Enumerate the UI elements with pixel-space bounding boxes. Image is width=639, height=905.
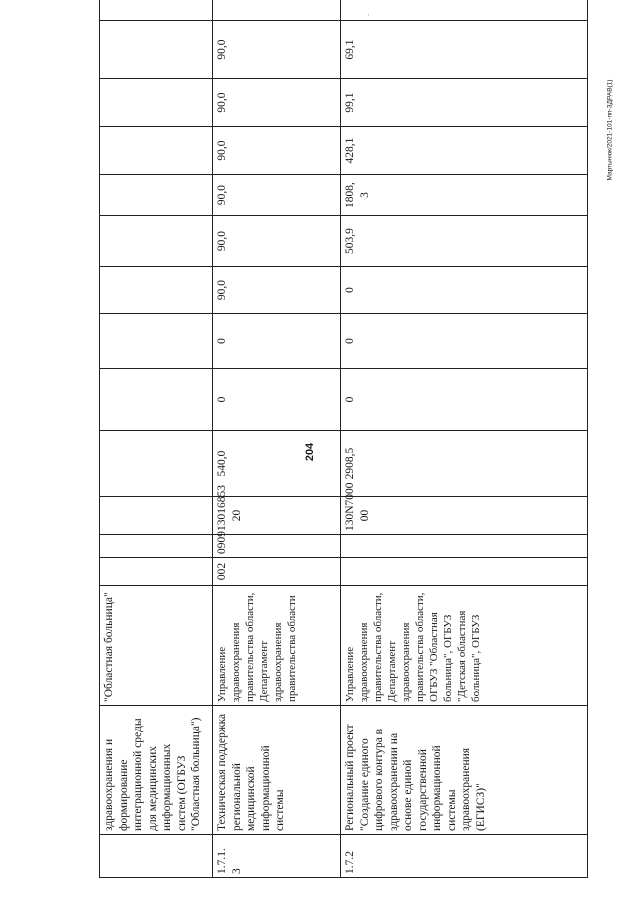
cell-empty	[341, 0, 588, 21]
cell-executor: Управление здравоохранения правительства области, Департамент здравоохранения правительства области	[213, 586, 341, 706]
cell-total: 540,0	[213, 431, 341, 497]
cell-2019: 0	[341, 369, 588, 431]
cell-executor: "Областная больница"	[100, 586, 213, 706]
cell-2025	[100, 79, 213, 127]
cell-2020	[100, 314, 213, 369]
cell-2022	[100, 216, 213, 267]
cell-2021: 0	[341, 267, 588, 314]
cell-rzpr: 0909	[213, 535, 341, 558]
scan-mark: '	[368, 14, 370, 21]
page-number: 204	[304, 442, 316, 462]
cell-2024: 90,0	[213, 127, 341, 175]
cell-2026: 90,0	[213, 21, 341, 79]
document-code: Мартынюк/2021-101-пп-ЗДРАВ(1)	[606, 79, 614, 181]
cell-total: 2908,5	[341, 431, 588, 497]
cell-2026: 69,1	[341, 21, 588, 79]
cell-grbs	[100, 558, 213, 586]
cell-2022: 90,0	[213, 216, 341, 267]
cell-empty	[100, 0, 213, 21]
cell-2026	[100, 21, 213, 79]
cell-num: 1.7.2	[341, 835, 588, 878]
cell-2024: 428,1	[341, 127, 588, 175]
table-row	[213, 0, 341, 878]
cell-csr: 130N7000 00	[341, 497, 588, 535]
cell-name: Региональный проект "Создание единого цифрового контура в здравоохранении на основе единой государственной информационной системы здравоохранения (ЕГИСЗ)"	[341, 706, 588, 835]
cell-2020: 0	[341, 314, 588, 369]
cell-2023	[100, 175, 213, 216]
cell-2020: 0	[213, 314, 341, 369]
cell-2019: 0	[213, 369, 341, 431]
cell-name: Техническая поддержка региональной медицинской информационной системы	[213, 706, 341, 835]
cell-2022: 503,9	[341, 216, 588, 267]
cell-csr	[100, 497, 213, 535]
cell-csr: 13016853 20	[213, 497, 341, 535]
cell-executor: Управление здравоохранения правительства области, Департамент здравоохранения правительства области, ОГБУЗ "Областная больница", ОГБУЗ "Детская областная больница", ОГБУЗ	[341, 586, 588, 706]
cell-2023: 90,0	[213, 175, 341, 216]
cell-grbs	[341, 558, 588, 586]
cell-2019	[100, 369, 213, 431]
table-row	[100, 0, 213, 878]
cell-rzpr	[341, 535, 588, 558]
cell-total	[100, 431, 213, 497]
cell-2025: 90,0	[213, 79, 341, 127]
cell-num	[100, 835, 213, 878]
cell-num: 1.7.1. 3	[213, 835, 341, 878]
budget-table	[99, 0, 588, 878]
cell-empty	[213, 0, 341, 21]
cell-2025: 99,1	[341, 79, 588, 127]
cell-2024	[100, 127, 213, 175]
cell-2021: 90,0	[213, 267, 341, 314]
cell-2021	[100, 267, 213, 314]
table-row	[341, 0, 588, 878]
cell-rzpr	[100, 535, 213, 558]
cell-grbs: 002	[213, 558, 341, 586]
cell-2023: 1808, 3	[341, 175, 588, 216]
cell-name: здравоохранения и формирование интеграционной среды для медицинских информационных систем (ОГБУЗ "Областная больница")	[100, 706, 213, 835]
rotated-table-container	[99, 20, 587, 878]
